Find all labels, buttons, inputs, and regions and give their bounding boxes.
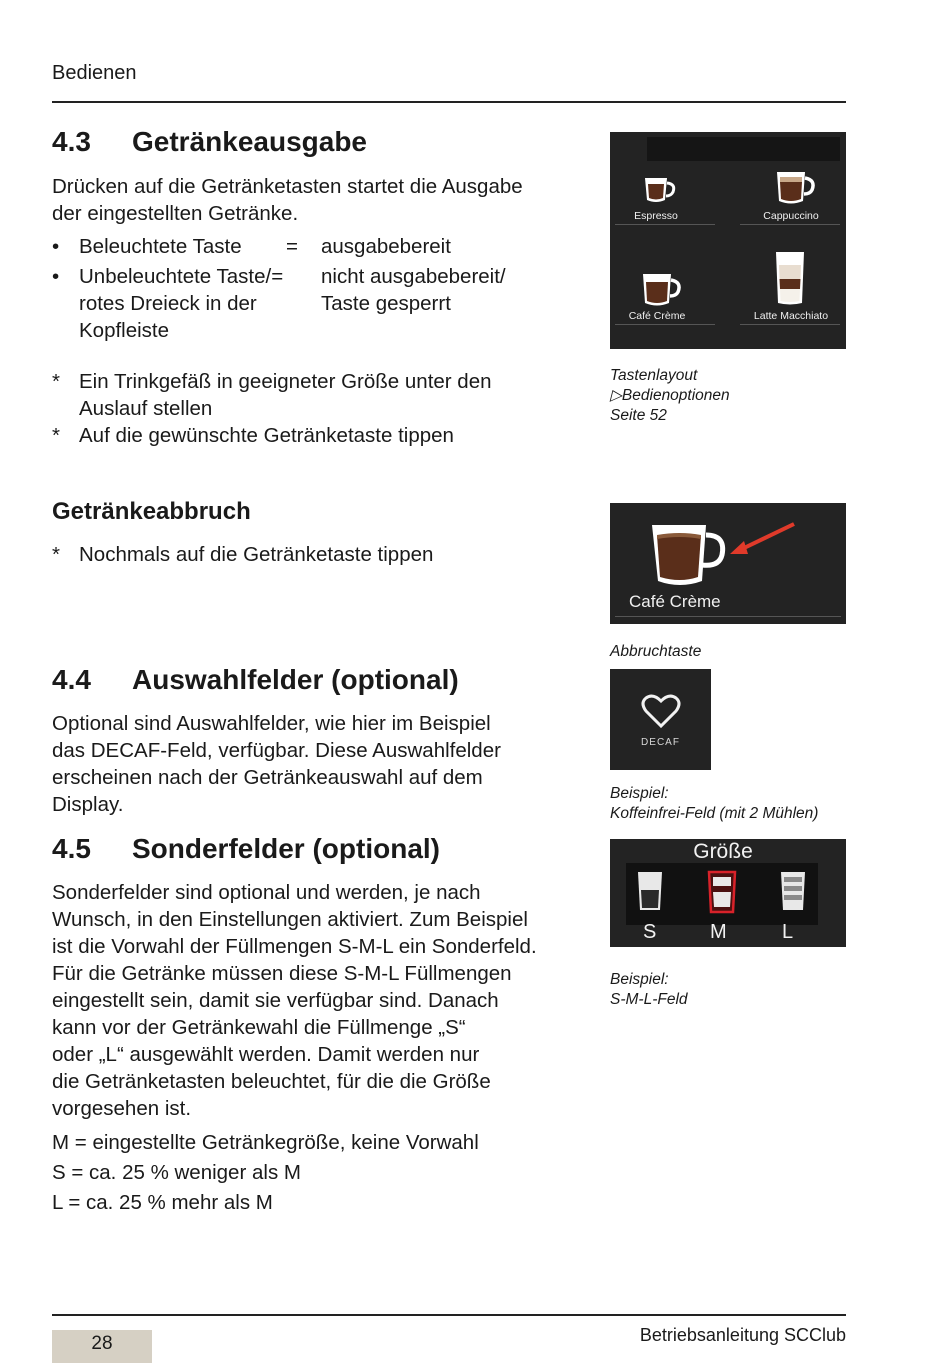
button-label-latte-macchiato: Latte Macchiato [753, 310, 829, 322]
screen-header-bar [647, 137, 840, 161]
size-title: Größe [693, 840, 753, 863]
cappuccino-cup-icon [774, 168, 818, 206]
body-line: Für die Getränke müssen diese S-M-L Füllmengen [52, 962, 512, 985]
bullet-right-line: Taste gesperrt [321, 292, 451, 315]
definition-line: S = ca. 25 % weniger als M [52, 1161, 301, 1184]
section-title: Auswahlfelder (optional) [132, 664, 459, 695]
cafe-creme-cup-icon [640, 270, 684, 308]
size-definitions [52, 1128, 479, 1218]
step-line: Auf die gewünschte Getränketaste tippen [79, 424, 454, 447]
intro-line: Drücken auf die Getränketasten startet die Ausgabe [52, 175, 523, 198]
caption-line: Koffeinfrei-Feld (mit 2 Mühlen) [610, 805, 819, 822]
caption-line: Beispiel: [610, 971, 669, 988]
list-item [52, 368, 592, 422]
bullet-left-line: Kopfleiste [79, 319, 170, 342]
button-underline [615, 616, 841, 617]
bullet-left-line: Unbeleuchtete Taste/= [79, 265, 284, 288]
footer-rule [52, 1314, 846, 1316]
step-line: Ein Trinkgefäß in geeigneter Größe unter den [79, 370, 492, 393]
running-header: Bedienen [52, 62, 137, 84]
definition-line: M = eingestellte Getränkegröße, keine Vorwahl [52, 1131, 479, 1154]
body-line: Sonderfelder sind optional und werden, je nach [52, 881, 481, 904]
button-underline [615, 324, 715, 325]
cross-reference-link[interactable]: ▷Bedienoptionen [610, 387, 730, 404]
screenshot-size-field [610, 839, 846, 947]
body-line: Wunsch, in den Einstellungen aktiviert. Zum Beispiel [52, 908, 528, 931]
step-list [52, 368, 592, 449]
button-underline [615, 224, 715, 225]
button-underline [740, 324, 840, 325]
section-4-4-body [52, 710, 501, 818]
caption-line: S-M-L-Feld [610, 991, 688, 1008]
body-line: oder „L“ ausgewählt werden. Damit werden nur [52, 1043, 480, 1066]
bullet-left: Beleuchtete Taste [79, 235, 242, 258]
list-item [52, 263, 592, 347]
bullet-left [79, 263, 283, 344]
section-4-3-intro [52, 173, 523, 227]
step-marker: * [52, 370, 60, 393]
section-number: 4.4 [52, 664, 91, 695]
size-label-s[interactable]: S [643, 921, 657, 943]
body-line: erscheinen nach der Getränkeauswahl auf dem [52, 766, 483, 789]
bullet-list [52, 233, 592, 347]
section-4-5-body [52, 879, 537, 1122]
list-item [52, 233, 592, 263]
decaf-label: DECAF [641, 737, 680, 748]
body-line: Display. [52, 793, 124, 816]
size-large-glass-icon[interactable] [779, 870, 807, 912]
list-item [52, 422, 592, 449]
header-rule [52, 101, 846, 103]
screenshot-button-layout [610, 132, 846, 349]
definition-line: L = ca. 25 % mehr als M [52, 1191, 273, 1214]
section-title: Getränkeausgabe [132, 126, 367, 157]
button-label-espresso: Espresso [634, 210, 678, 222]
section-number: 4.3 [52, 126, 91, 157]
page-number: 28 [52, 1330, 152, 1363]
section-4-3-heading [52, 126, 367, 158]
espresso-cup-icon [642, 174, 678, 206]
size-label-m[interactable]: M [710, 921, 727, 943]
bullet-right-line: nicht ausgabebereit/ [321, 265, 506, 288]
abort-step [52, 541, 434, 568]
caption-abort: Abbruchtaste [610, 643, 702, 660]
button-label-cafe-creme: Café Crème [629, 592, 721, 611]
caption-line: Seite 52 [610, 407, 667, 424]
screenshot-abort-button [610, 503, 846, 624]
subsection-heading: Getränkeabbruch [52, 498, 251, 525]
screenshot-decaf-field [610, 669, 711, 770]
body-line: das DECAF-Feld, verfügbar. Diese Auswahlfelder [52, 739, 501, 762]
step-marker: * [52, 424, 60, 447]
section-4-5-heading [52, 833, 440, 865]
step-marker: * [52, 543, 60, 566]
size-medium-glass-icon[interactable] [707, 870, 737, 914]
bullet-left-line: rotes Dreieck in der [79, 292, 257, 315]
caption-size-field [610, 970, 688, 1010]
step-line: Nochmals auf die Getränketaste tippen [79, 543, 434, 566]
bullet-marker: • [52, 265, 60, 288]
body-line: kann vor der Getränkewahl die Füllmenge „S“ [52, 1016, 466, 1039]
body-line: ist die Vorwahl der Füllmengen S-M-L ein Sonderfeld. [52, 935, 537, 958]
size-label-l[interactable]: L [782, 921, 794, 943]
red-arrow-icon [728, 521, 798, 557]
step-line: Auslauf stellen [79, 397, 213, 420]
caption-line: Beispiel: [610, 785, 669, 802]
section-title: Sonderfelder (optional) [132, 833, 440, 864]
coffee-cup-icon [650, 521, 730, 589]
button-label-cappuccino: Cappuccino [763, 210, 819, 222]
heart-icon [641, 693, 681, 729]
size-small-glass-icon[interactable] [636, 870, 664, 912]
section-4-4-heading [52, 664, 459, 696]
caption-button-layout [610, 366, 730, 426]
latte-macchiato-glass-icon [772, 249, 808, 307]
section-number: 4.5 [52, 833, 91, 864]
body-line: Optional sind Auswahlfelder, wie hier im Beispiel [52, 712, 491, 735]
body-line: vorgesehen ist. [52, 1097, 192, 1120]
footer-manual-title: Betriebsanleitung SCClub [639, 1325, 846, 1345]
body-line: die Getränketasten beleuchtet, für die die Größe [52, 1070, 491, 1093]
button-underline [740, 224, 840, 225]
body-line: eingestellt sein, damit sie verfügbar sind. Danach [52, 989, 499, 1012]
button-label-cafe-creme: Café Crème [628, 310, 686, 322]
bullet-marker: • [52, 235, 60, 258]
caption-decaf [610, 784, 818, 824]
intro-line: der eingestellten Getränke. [52, 202, 299, 225]
bullet-right: ausgabebereit [321, 235, 451, 258]
bullet-right [321, 263, 506, 317]
bullet-eq: = [286, 235, 298, 258]
caption-line: Tastenlayout [610, 367, 698, 384]
